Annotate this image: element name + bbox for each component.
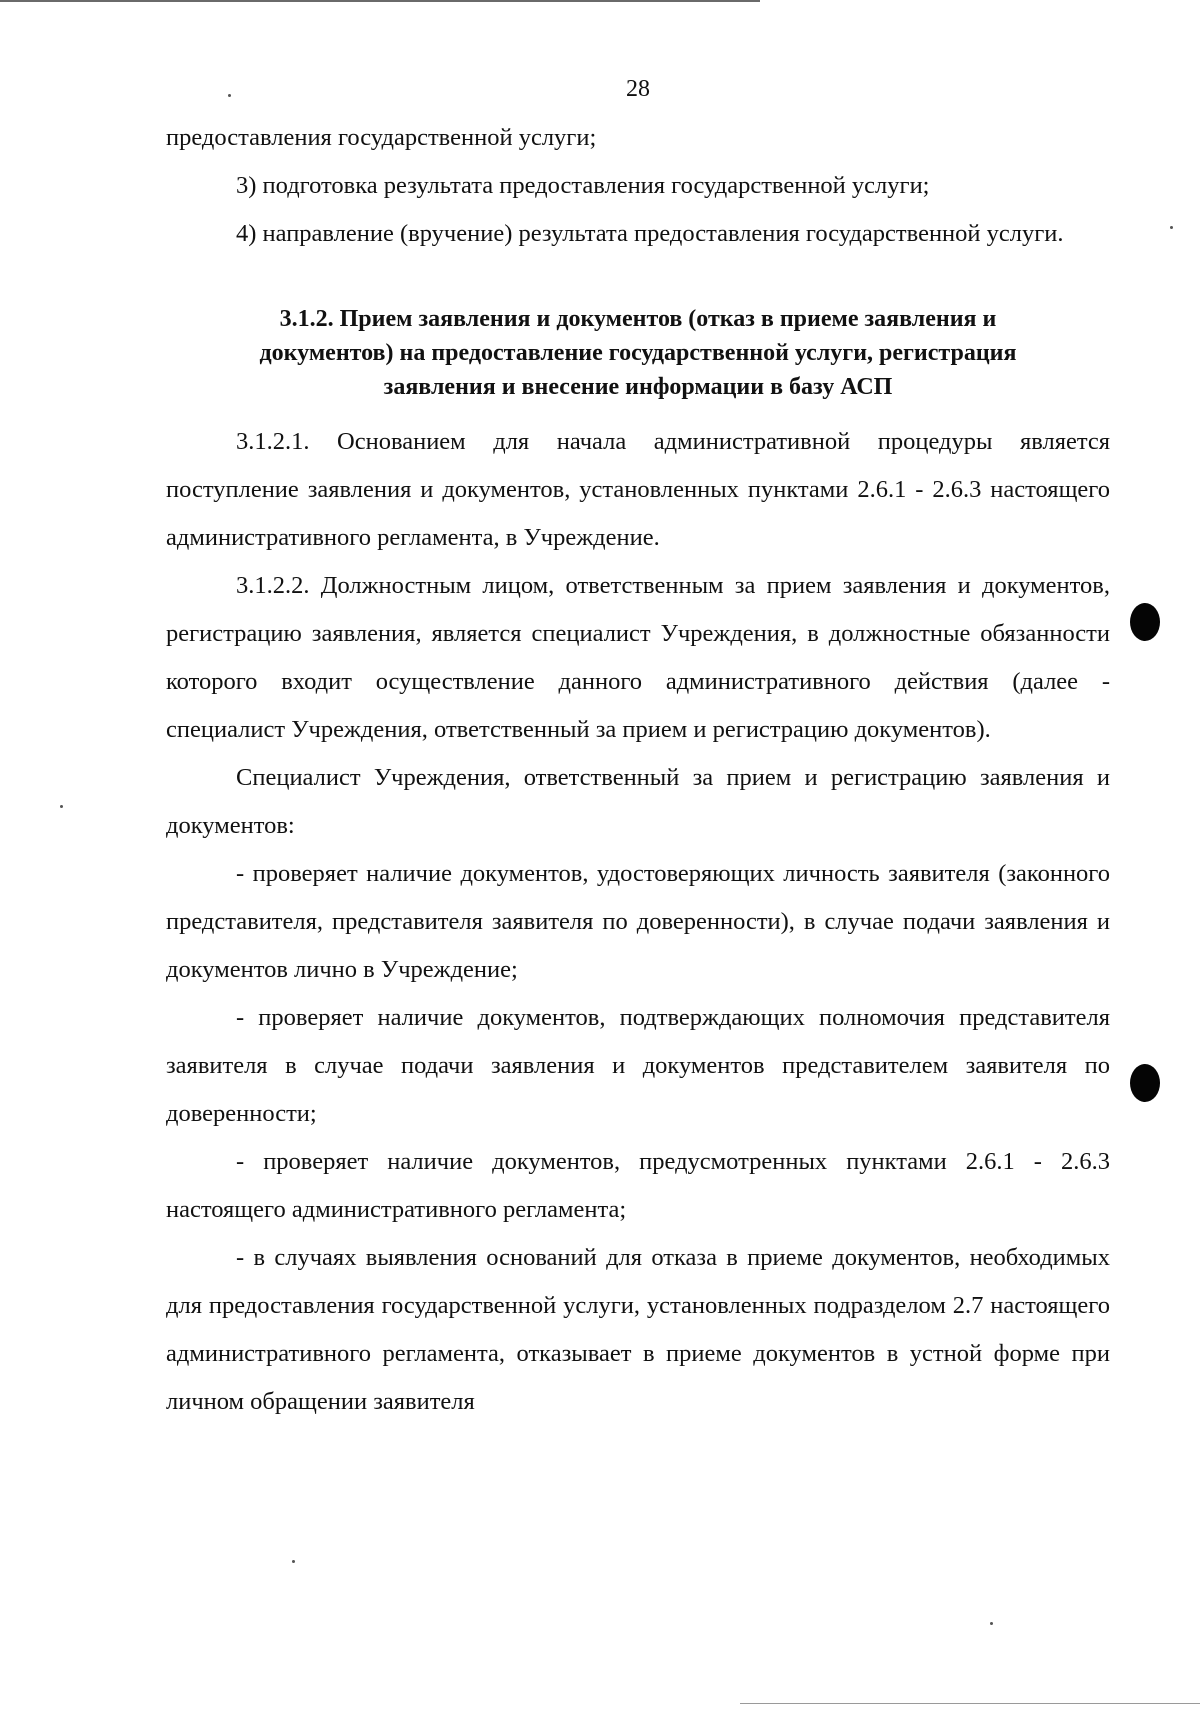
page-number: 28 — [626, 76, 650, 102]
specialist-intro: Специалист Учреждения, ответственный за прием и регистрацию заявления и документов: — [166, 764, 1110, 839]
section-heading-line: заявления и внесение информации в базу АСП — [383, 374, 893, 400]
paragraph-continuation: предоставления государственной услуги; — [166, 124, 597, 151]
section-heading-line: 3.1.2. Прием заявления и документов (отказ в приеме заявления и — [279, 306, 997, 332]
check-authority-item: - проверяет наличие документов, подтверждающих полномочия представителя заявителя в случае подачи заявления и документов представителем заявителя по доверенности; — [166, 1004, 1110, 1127]
scan-speck — [60, 805, 63, 808]
punch-hole — [1130, 1064, 1160, 1102]
list-item-3: 3) подготовка результата предоставления государственной услуги; — [236, 172, 930, 199]
scan-speck — [228, 94, 231, 97]
scan-speck — [1170, 226, 1173, 229]
refusal-item: - в случаях выявления оснований для отказа в приеме документов, необходимых для предоставления государственной услуги, установленных подразделом 2.7 настоящего административного регламента, отказывает в приеме документов в устной форме при личном обращении заявителя — [166, 1244, 1110, 1415]
scan-bottom-edge — [740, 1703, 1200, 1704]
section-heading-line: документов) на предоставление государственной услуги, регистрация — [259, 340, 1017, 366]
check-documents-item: - проверяет наличие документов, предусмотренных пунктами 2.6.1 - 2.6.3 настоящего административного регламента; — [166, 1148, 1110, 1223]
section-heading — [166, 302, 1110, 404]
clause-3-1-2-2: 3.1.2.2. Должностным лицом, ответственным за прием заявления и документов, регистрацию заявления, является специалист Учреждения, в должностные обязанности которого входит осуществление данного административного действия (далее - специалист Учреждения, ответственный за прием и регистрацию документов). — [166, 572, 1110, 743]
scan-speck — [292, 1560, 295, 1563]
document-text — [166, 114, 1110, 1426]
list-item-4: 4) направление (вручение) результата предоставления государственной услуги. — [236, 220, 1064, 247]
scan-speck — [990, 1622, 993, 1625]
check-identity-item: - проверяет наличие документов, удостоверяющих личность заявителя (законного представителя, представителя заявителя по доверенности), в случае подачи заявления и документов лично в Учреждение; — [166, 860, 1110, 983]
punch-hole — [1130, 603, 1160, 641]
clause-3-1-2-1: 3.1.2.1. Основанием для начала административной процедуры является поступление заявления и документов, установленных пунктами 2.6.1 - 2.6.3 настоящего административного регламента, в Учреждение. — [166, 428, 1110, 551]
scan-top-edge — [0, 0, 760, 2]
